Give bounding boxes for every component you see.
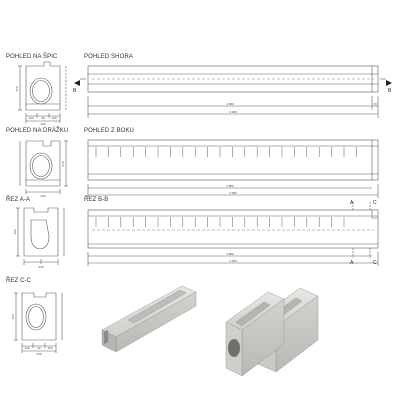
- render-double-channel: [226, 288, 318, 376]
- dim-spigot-width: 240: [40, 122, 46, 126]
- dim-groove-height: 370: [61, 161, 65, 167]
- dim-top-joint: 70: [373, 102, 377, 106]
- title-section-cc: ŘEZ C-C: [6, 278, 32, 284]
- title-top-view: POHLED SHORA: [84, 54, 133, 60]
- mark-b-left: B: [73, 88, 77, 94]
- dim-top-total: 4 000: [229, 110, 237, 114]
- arrow-b-right: [386, 80, 392, 86]
- dim-cc-width: 240: [36, 352, 42, 356]
- arrow-b-left: [74, 80, 80, 86]
- dim-groove-width: 240: [40, 194, 46, 198]
- dim-spigot-part-2: 40: [41, 116, 45, 120]
- title-spigot-end: POHLED NA ŠPIC: [6, 54, 58, 60]
- dim-side-total: 4 000: [229, 191, 237, 195]
- dim-cc-part-2: 40: [37, 346, 41, 350]
- dim-side-inner: 3 860: [226, 184, 234, 188]
- dim-bb-inner: 3 860: [226, 252, 234, 256]
- title-side-view: POHLED Z BOKU: [84, 128, 134, 134]
- section-cc-view: [14, 293, 62, 353]
- dim-aa-width: 240: [38, 265, 44, 269]
- render-single-channel: [102, 286, 196, 352]
- section-aa-view: [16, 208, 64, 265]
- mark-b-right: B: [388, 88, 392, 94]
- title-section-bb: ŘEZ B-B: [84, 197, 109, 203]
- title-section-aa: ŘEZ A-A: [6, 197, 31, 203]
- side-view: [88, 140, 378, 198]
- dim-cc-height: 420: [11, 314, 15, 320]
- title-groove-end: POHLED NA DRÁŽKU: [6, 128, 69, 134]
- dim-cc-part-1: 100: [24, 346, 30, 350]
- dim-spigot-part-3: 100: [51, 116, 57, 120]
- dim-bb-total: 4 000: [229, 259, 237, 263]
- dim-spigot-part-1: 100: [28, 116, 34, 120]
- mark-a-top: A: [350, 200, 354, 206]
- dim-aa-height: 460: [13, 229, 17, 235]
- mark-a-bottom: A: [350, 260, 354, 266]
- section-bb-view: [88, 202, 378, 266]
- section-bb-slots: [96, 217, 344, 227]
- dim-top-inner: 3 860: [226, 102, 234, 106]
- dim-spigot-height: 370: [15, 86, 19, 92]
- spigot-end-view: [18, 62, 66, 123]
- mark-c-top: C: [373, 200, 377, 206]
- mark-c-bottom: C: [373, 260, 377, 266]
- dim-cc-part-3: 100: [47, 346, 53, 350]
